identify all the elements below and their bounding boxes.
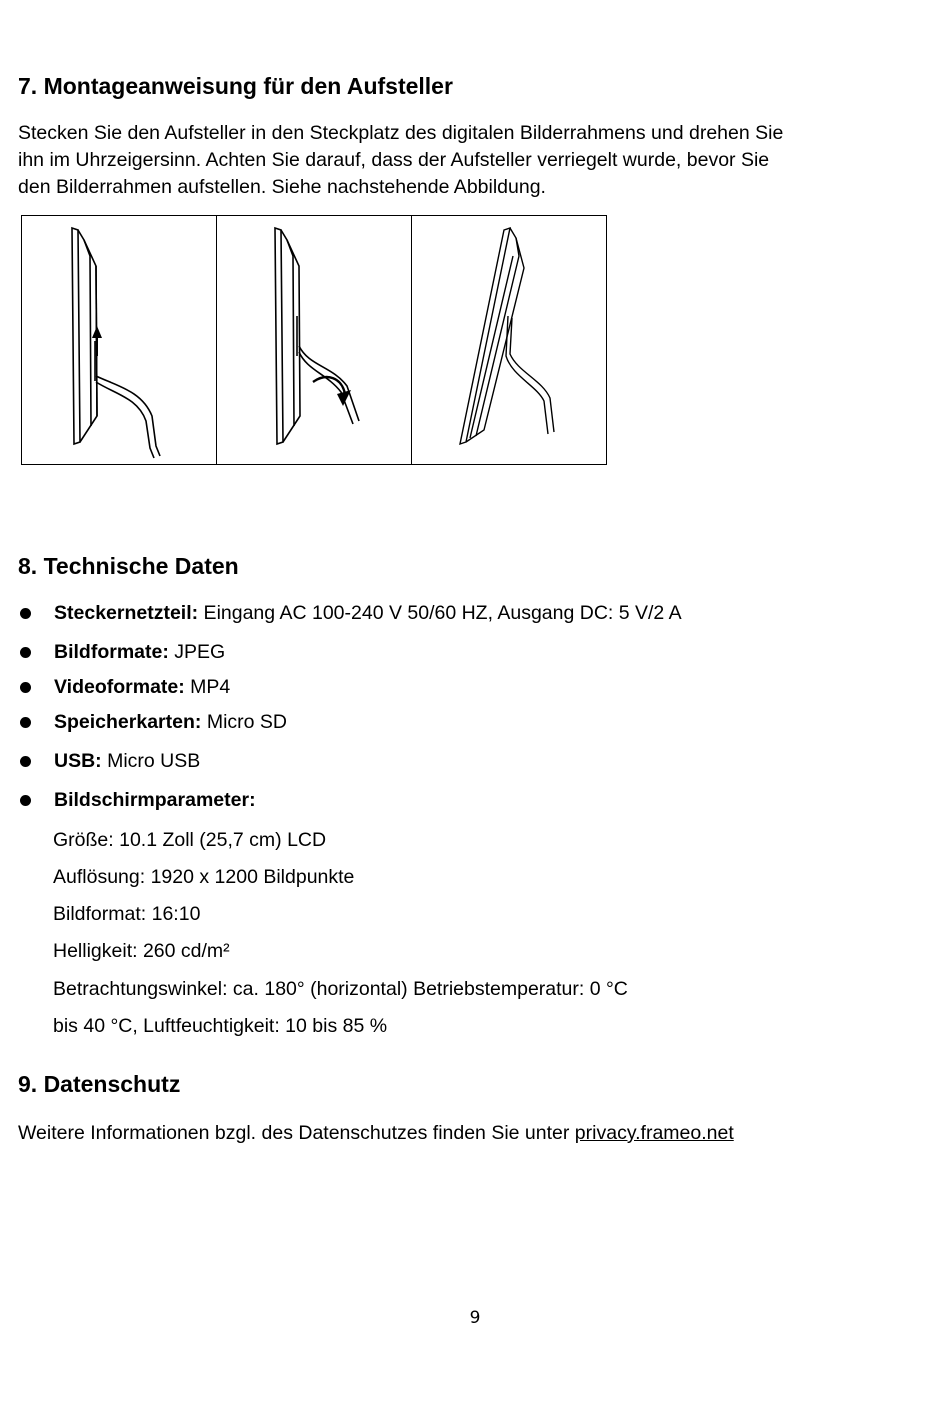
list-item [18,785,256,815]
spec-value: Micro USB [101,749,201,772]
paragraph-line: Stecken Sie den Aufsteller in den Steckplatz des digitalen Bilderrahmens und drehen Sie [18,122,784,144]
privacy-link[interactable]: privacy.frameo.net [574,1122,734,1144]
figure-panel-rotate-stand [216,216,411,464]
screen-param-line: Helligkeit: 260 cd/m² [53,940,230,962]
bullet-icon [20,756,31,767]
list-item [18,707,287,737]
spec-label: Bildformate: [54,640,169,663]
frame-rotate-illustration [217,216,412,464]
spec-label: Bildschirmparameter: [54,788,256,811]
spec-label: Speicherkarten: [54,710,202,733]
bullet-icon [20,795,31,806]
privacy-text: Weitere Informationen bzgl. des Datenschutzes finden Sie unter [18,1122,575,1144]
frame-standing-illustration [412,216,607,464]
screen-param-line: Bildformat: 16:10 [53,903,201,925]
list-item [18,598,682,628]
spec-label: Videoformate: [54,675,185,698]
section-7-heading: 7. Montageanweisung für den Aufsteller [18,73,453,99]
list-item [18,746,200,776]
list-item [18,672,230,702]
stand-assembly-figure [21,215,607,465]
spec-value: JPEG [168,640,226,663]
spec-label: USB: [54,749,102,772]
bullet-icon [20,682,31,693]
screen-param-line: bis 40 °C, Luftfeuchtigkeit: 10 bis 85 % [53,1015,388,1037]
frame-insert-illustration [22,216,217,464]
figure-panel-stand-upright [411,216,606,464]
section-9-paragraph [18,1120,734,1147]
list-item [18,637,225,667]
paragraph-line: ihn im Uhrzeigersinn. Achten Sie darauf, dass der Aufsteller verriegelt wurde, bevor Sie [18,149,770,171]
bullet-icon [20,647,31,658]
paragraph-line: den Bilderrahmen aufstellen. Siehe nachstehende Abbildung. [18,176,546,198]
page-number: 9 [469,1308,481,1328]
section-8-heading: 8. Technische Daten [18,553,239,579]
screen-param-line: Betrachtungswinkel: ca. 180° (horizontal) Betriebstemperatur: 0 °C [53,978,628,1000]
spec-value: MP4 [184,675,231,698]
screen-param-line: Auflösung: 1920 x 1200 Bildpunkte [53,866,355,888]
spec-value: Micro SD [201,710,287,733]
screen-param-line: Größe: 10.1 Zoll (25,7 cm) LCD [53,829,327,851]
bullet-icon [20,608,31,619]
section-7-paragraph [18,120,888,201]
spec-value: Eingang AC 100-240 V 50/60 HZ, Ausgang DC: 5 V/2 A [198,601,682,624]
section-9-heading: 9. Datenschutz [18,1071,181,1097]
bullet-icon [20,717,31,728]
figure-panel-insert-stand [22,216,216,464]
spec-label: Steckernetzteil: [54,601,199,624]
